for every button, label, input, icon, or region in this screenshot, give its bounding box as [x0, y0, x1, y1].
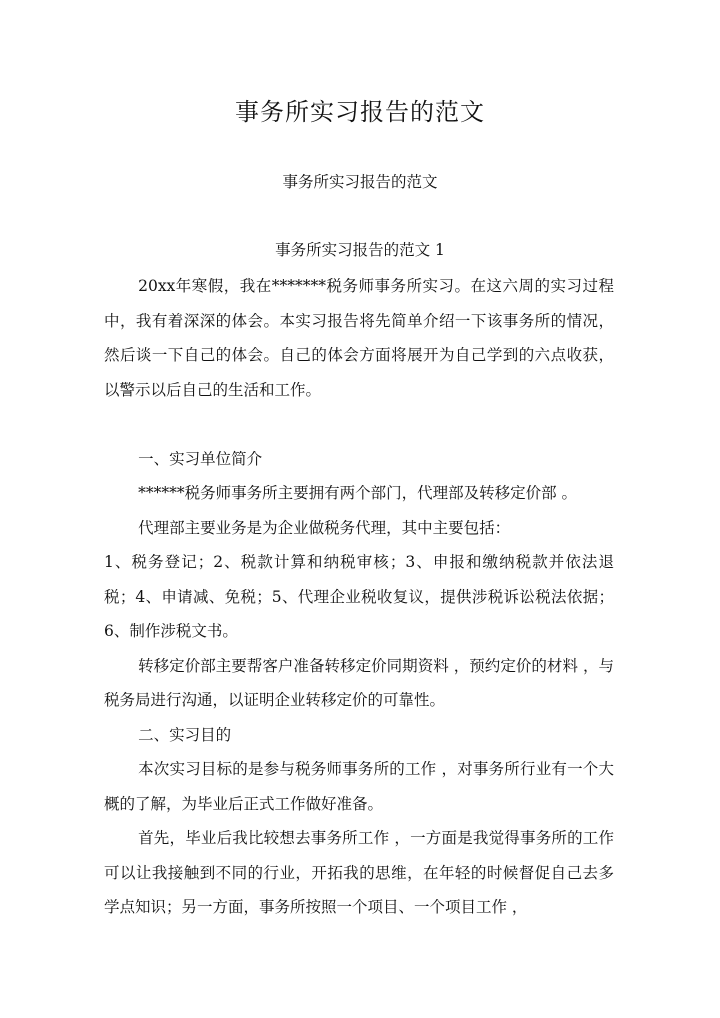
document-title: 事务所实习报告的范文: [235, 98, 485, 126]
document-body: [104, 269, 614, 925]
paragraph-agency-dept: 代理部主要业务是为企业做税务代理，其中主要包括：: [138, 518, 511, 537]
heading-purpose: 二、实习目的: [138, 725, 232, 744]
heading-company-intro: 一、实习单位简介: [138, 449, 263, 468]
paragraph-transfer-pricing: 转移定价部主要帮客户准备转移定价同期资料 ，预约定价的材料 ，与税务局进行沟通，以证明企业转移定价的可靠性。: [104, 656, 614, 709]
document-subtitle: 事务所实习报告的范文: [282, 173, 438, 191]
paragraph-purpose: 本次实习目标的是参与税务师事务所的工作 ，对事务所行业有一个大概的了解，为毕业后正式工作做好准备。: [104, 760, 614, 813]
section-title: 事务所实习报告的范文 1: [275, 241, 445, 259]
paragraph-intro: 20xx年寒假，我在*******税务师事务所实习。在这六周的实习过程中，我有着深深的体会。本实习报告将先简单介绍一下该事务所的情况，然后谈一下自己的体会。自己的体会方面将展开为自己学到的六点收获，以警示以后自己的生活和工作。: [104, 277, 614, 399]
paragraph-reason: 首先，毕业后我比较想去事务所工作 ，一方面是我觉得事务所的工作可以让我接触到不同的行业，开拓我的思维，在年轻的时候督促自己去多学点知识；另一方面，事务所按照一个项目、一个项目工作 ，: [104, 829, 614, 916]
paragraph-departments: ******税务师事务所主要拥有两个部门，代理部及转移定价部 。: [138, 484, 578, 502]
paragraph-agency-list: 1、税务登记；2、税款计算和纳税审核；3、申报和缴纳税款并依法退税；4、申请减、免税；5、代理企业税收复议，提供涉税诉讼税法依据；6、制作涉税文书。: [104, 553, 614, 640]
